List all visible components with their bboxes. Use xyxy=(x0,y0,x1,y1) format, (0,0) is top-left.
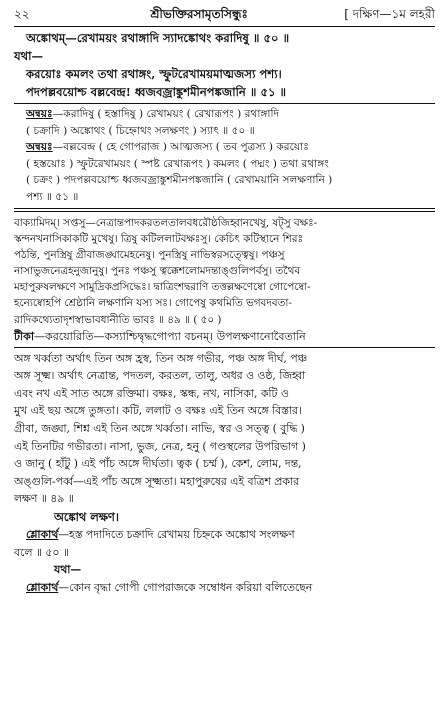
anvaya-1-line-1: অন্বয়ঃ—করাদিষু ( হস্তাদিষু ) রেখাময়ং ( রেখারূপং ) রথাঙ্গাদি xyxy=(26,108,280,120)
verse-line-2: করয়োঃ কমলং তথা রথাঙ্গং, স্ফুটরেখাময়মাত্মজস্য পশ্য। xyxy=(26,67,282,81)
anvaya-2-line-3: ( চক্রং ) পদপল্লবয়োশ্চ ধ্বজবজ্রাঙ্কুশমীনপঙ্কজানি ( রেখাময়ানি সলক্ষণানি ) xyxy=(26,174,333,186)
translation-line: এই তিনটির গভীরতা। নাসা, ভুজ, নেত্র, হনু ( গণ্ডস্থলের উপরিভাগ ) xyxy=(14,439,306,453)
section-subheading: অঙ্কোথ লক্ষণ। xyxy=(54,510,119,524)
translation-line: অঙ্গ খর্ব্বতা অর্থাৎ তিন অঙ্গ হ্রস্ব, তিন অঙ্গ গভীর, পঞ্চ অঙ্গ দীর্ঘ, পঞ্চ xyxy=(14,351,308,365)
page-number: ২২ xyxy=(14,7,30,21)
translation-line: এবং নখ এই সাত অঙ্গে রক্তিমা। বক্ষঃ, স্কন্ধ, নখ, নাসিকা, কটি ও xyxy=(14,386,289,400)
anvaya-block xyxy=(14,106,435,205)
translation-rule xyxy=(14,347,435,348)
verse-block xyxy=(14,29,435,101)
shloka-meaning-1: শ্লোকার্থ—হস্ত পদাদিতে চক্রাদি রেখাময় চিহ্নকে অঙ্কোথ সংলক্ষণ xyxy=(26,528,295,541)
verse-line-1: অঙ্কোথম্—রেখাময়ং রথাঙ্গাদি স্যাদঙ্কোথং করাদিষু ॥ ৫০ ॥ xyxy=(26,31,290,45)
section-title: [ দক্ষিণ—১ম লহরী xyxy=(344,7,435,21)
commentary-line: স্কন্দনখনাসিকাকটি মুখেষু। ত্রিষু কটিললাটবক্ষঃসু। কেচিৎ কটিস্থানে শিরঃ xyxy=(14,233,304,246)
shloka-label: শ্লোকার্থ xyxy=(26,580,59,594)
translation-line: অঙ্গুলি-পর্ব্ব—এই পাঁচ অঙ্গে সূক্ষ্মতা। মহাপুরুষের এই বত্রিশ প্রকার xyxy=(14,474,299,488)
translation-line: ও জানু ( হাঁটু ) এই পাঁচ অঙ্গে দীর্ঘতা। ত্বক ( চর্ম্ম ), কেশ, লোম, দন্ত, xyxy=(14,457,302,471)
tika-label: টীকা xyxy=(14,329,35,343)
translation-line: মুখ এই ছয় অঙ্গে তুঙ্গতা। কটি, ললাট ও বক্ষঃ এই তিন অঙ্গে বিস্তার। xyxy=(14,404,302,418)
header-rule xyxy=(14,26,435,27)
verse-line-3: পদপল্লবয়োশ্চ বল্লবেন্দ্র! ধ্বজবজ্রাঙ্কুশমীনপঙ্কজানি ॥ ৫১ ॥ xyxy=(26,85,287,99)
anvaya-2-line-4: পশ্য ॥ ৫১ ॥ xyxy=(26,190,79,203)
translation-line: লক্ষণ ॥ ৪৯ ॥ xyxy=(14,492,74,506)
shloka-label: শ্লোকার্থ xyxy=(26,528,59,541)
translation-yatha: যথা— xyxy=(54,563,82,577)
commentary-line: বাক্যামিদম্। সপ্তসু—নেত্রান্তপাদকরতলতালবধরৌষ্ঠজিহ্বানখেষু, ষট্সু বক্ষঃ- xyxy=(14,217,318,229)
tika-line: টীকা—করয়োরিতি—কস্যাশ্চিদ্বৃদ্ধগোপ্যা বচনম্। উপলক্ষণানোবৈতানি xyxy=(14,329,306,343)
verse-rule xyxy=(14,103,435,104)
anvaya-label: অন্বয়ঃ xyxy=(26,108,53,120)
commentary-line: মহাপুরুষলক্ষণে সামুদ্রিকপ্রসিদ্ধেঃ। দ্বাত্রিংশদ্বরাণি তত্তল্লক্ষণেষ্বো গোপেষ্বো- xyxy=(14,281,311,294)
anvaya-2-line-2: ( হস্তয়োঃ ) স্ফুটরেখাময়ং ( স্পষ্ট রেখারূপং ) কমলং ( পদ্মং ) তথা রথাঙ্গং xyxy=(26,157,329,170)
shloka-meaning-2: শ্লোকার্থ—কোন বৃদ্ধা গোপী গোপরাজকে সম্বোধন করিয়া বলিতেছেন xyxy=(26,580,313,594)
translation-line: অঙ্গ সূক্ষ্ম। অর্থাৎ নেত্রান্ত, পদতল, করতল, তালু, অধর ও ওষ্ঠ, জিহ্বা xyxy=(14,369,306,383)
sanskrit-commentary xyxy=(14,215,435,345)
running-header xyxy=(14,6,435,24)
commentary-double-rule xyxy=(14,208,435,212)
bengali-translation xyxy=(14,350,435,597)
anvaya-2-line-1: অন্বয়ঃ—বল্লবেন্দ্র ( হে গোপরাজ ) আত্মজস্য ( তব পুত্রস্য ) করয়োঃ xyxy=(26,141,309,153)
commentary-line: নাসাভুজনেত্রহনুজানুষু। পুনঃ পঞ্চসু ত্বক্কেশলোমদন্তাঙ্গুলিপর্বসু। তথৈব xyxy=(14,265,301,278)
translation-line: গ্রীবা, জঙ্ঘা, শিশ্ন এই তিন অঙ্গে খর্ব্বতা। নাভি, স্বর ও সত্ত্ব ( বুদ্ধি ) xyxy=(14,422,305,436)
commentary-line: হন্যেষ্বোহপি শ্রেষ্ঠানি লক্ষণানি যস্য সঃ। গোপেষু কথমিতি ভগবদবতা- xyxy=(14,297,292,310)
anvaya-label: অন্বয়ঃ xyxy=(26,141,53,153)
commentary-line: পঠন্তি, পুনস্ত্রিষু গ্রীবাজঙ্ঘামেহনেষু। পুনস্ত্রিষু নাভিস্বরসত্ত্বেষু। পঞ্চসু xyxy=(14,249,285,262)
verse-yatha: যথা— xyxy=(14,49,44,63)
shloka-meaning-1-end: বলে ॥ ৫০ ॥ xyxy=(14,545,69,559)
commentary-line: রাদিকথ্যেতাদৃশস্বাভাবধানীতি ভাবঃ ॥ ৪৯ ॥ ( ৫০ ) xyxy=(14,313,222,326)
book-title: শ্রীভক্তিরসামৃতসিন্ধুঃ xyxy=(150,7,248,21)
anvaya-1-line-2: ( চক্রাদি ) অঙ্কোথং ( চিহ্নোথং সলক্ষণং ) স্যাৎ ॥ ৫০ ॥ xyxy=(26,124,255,137)
